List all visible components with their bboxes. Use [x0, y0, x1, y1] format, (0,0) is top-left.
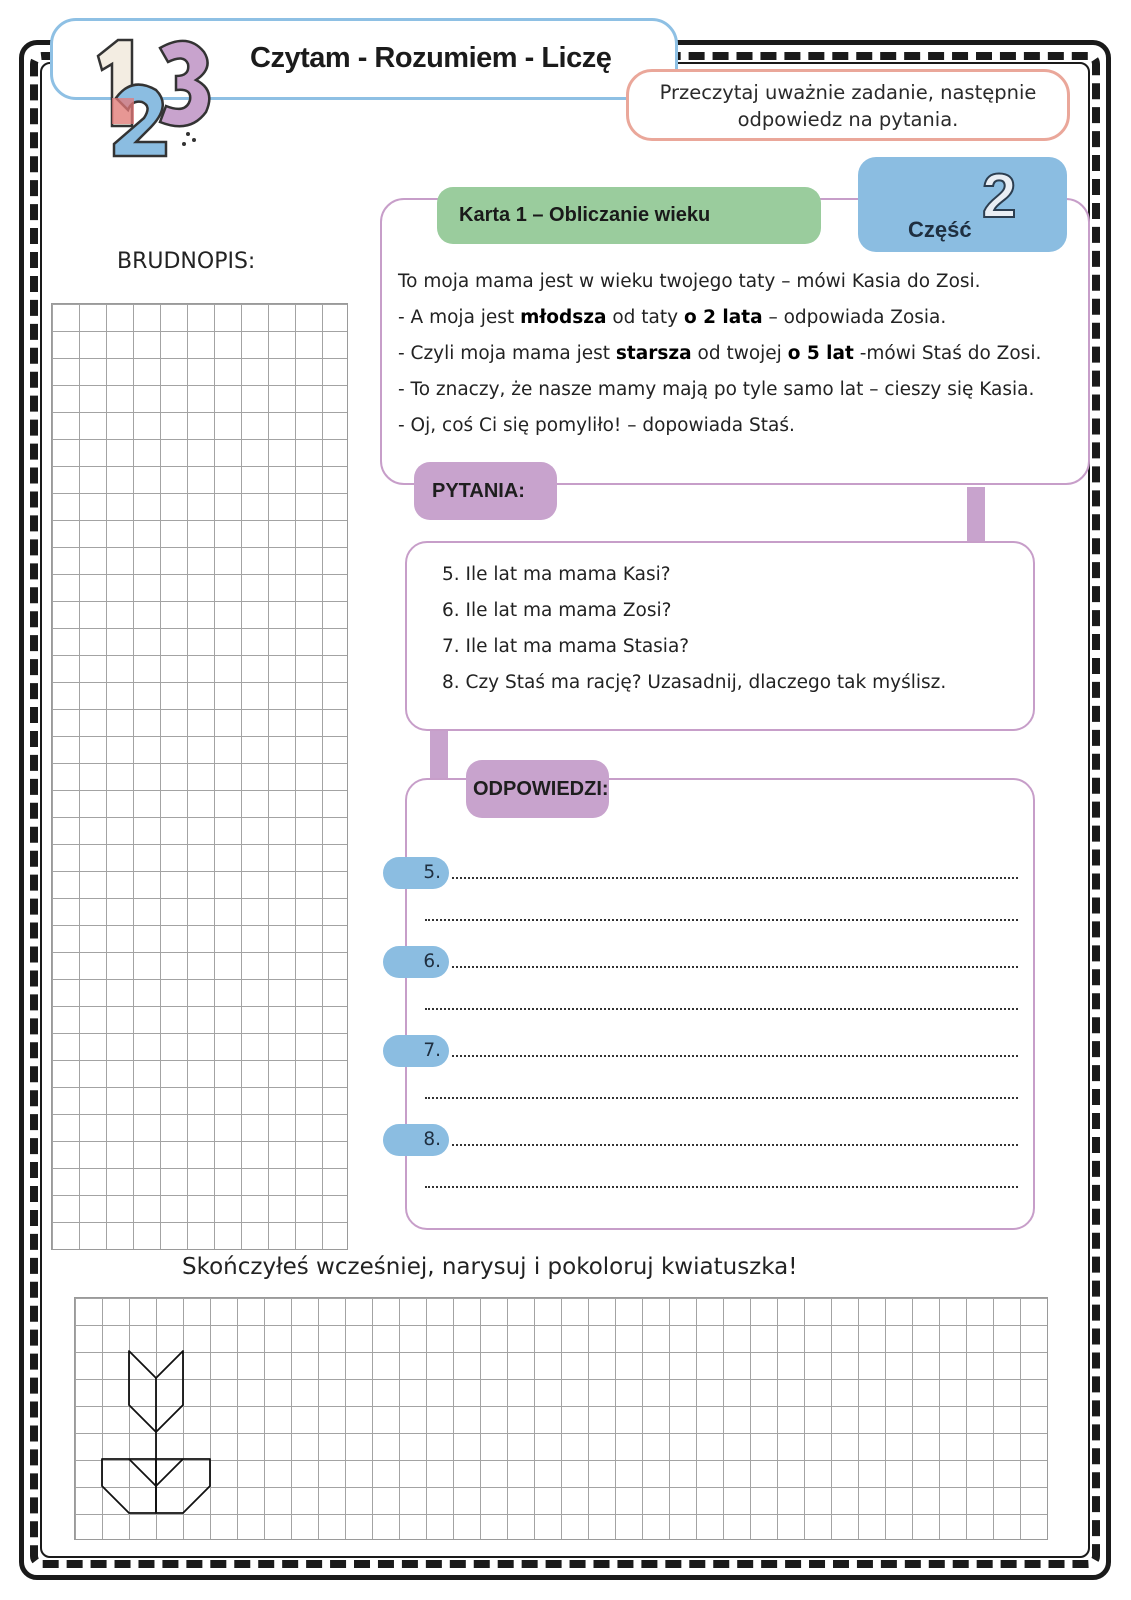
part-number: 2: [982, 162, 1017, 231]
instruction-line-2: odpowiedz na pytania.: [737, 108, 959, 131]
questions-list: [442, 557, 946, 701]
answer-line-8a[interactable]: [452, 1144, 1018, 1146]
answer-number-8: 8.: [383, 1124, 449, 1156]
question-item: 7. Ile lat ma mama Stasia?: [442, 636, 690, 657]
story-line-5: - Oj, coś Ci się pomyliło! – dopowiada Staś.: [398, 415, 795, 436]
story-line-4: - To znaczy, że nasze mamy mają po tyle samo lat – cieszy się Kasia.: [398, 379, 1035, 400]
question-item: 6. Ile lat ma mama Zosi?: [442, 600, 672, 621]
story-line-1: To moja mama jest w wieku twojego taty – mówi Kasia do Zosi.: [398, 271, 981, 292]
question-item: 8. Czy Staś ma rację? Uzasadnij, dlaczego tak myślisz.: [442, 672, 947, 693]
answer-line-7b[interactable]: [425, 1097, 1018, 1099]
card-title: Karta 1 – Obliczanie wieku: [437, 187, 821, 244]
answer-line-5a[interactable]: [452, 877, 1018, 879]
instruction-box: [626, 69, 1070, 141]
connector: [967, 487, 985, 543]
answer-number-5: 5.: [383, 857, 449, 889]
scratch-label: BRUDNOPIS:: [117, 249, 256, 274]
answer-number-7: 7.: [383, 1035, 449, 1067]
flower-drawing: [74, 1297, 334, 1540]
part-label: Część: [908, 217, 972, 242]
answers-title: ODPOWIEDZI:: [466, 760, 609, 818]
connector: [430, 731, 448, 781]
questions-title: PYTANIA:: [414, 462, 557, 520]
answer-number-6: 6.: [383, 946, 449, 978]
question-item: 5. Ile lat ma mama Kasi?: [442, 564, 671, 585]
story-line-2: - A moja jest młodsza od taty o 2 lata – odpowiada Zosia.: [398, 307, 947, 328]
answers-box: [405, 778, 1035, 1230]
answer-line-8b[interactable]: [425, 1186, 1018, 1188]
numbers-123-logo: [88, 34, 218, 160]
instruction-line-1: Przeczytaj uważnie zadanie, następnie: [659, 81, 1037, 104]
bonus-instruction: Skończyłeś wcześniej, narysuj i pokoloruj kwiatuszka!: [182, 1254, 798, 1280]
answer-line-7a[interactable]: [452, 1055, 1018, 1057]
answer-line-5b[interactable]: [425, 919, 1018, 921]
story-line-3: - Czyli moja mama jest starsza od twojej o 5 lat -mówi Staś do Zosi.: [398, 343, 1042, 364]
story-text: [398, 264, 1088, 444]
scratch-grid[interactable]: [51, 303, 348, 1250]
page-title: Czytam - Rozumiem - Liczę: [250, 42, 612, 74]
answer-line-6a[interactable]: [452, 966, 1018, 968]
answer-line-6b[interactable]: [425, 1008, 1018, 1010]
